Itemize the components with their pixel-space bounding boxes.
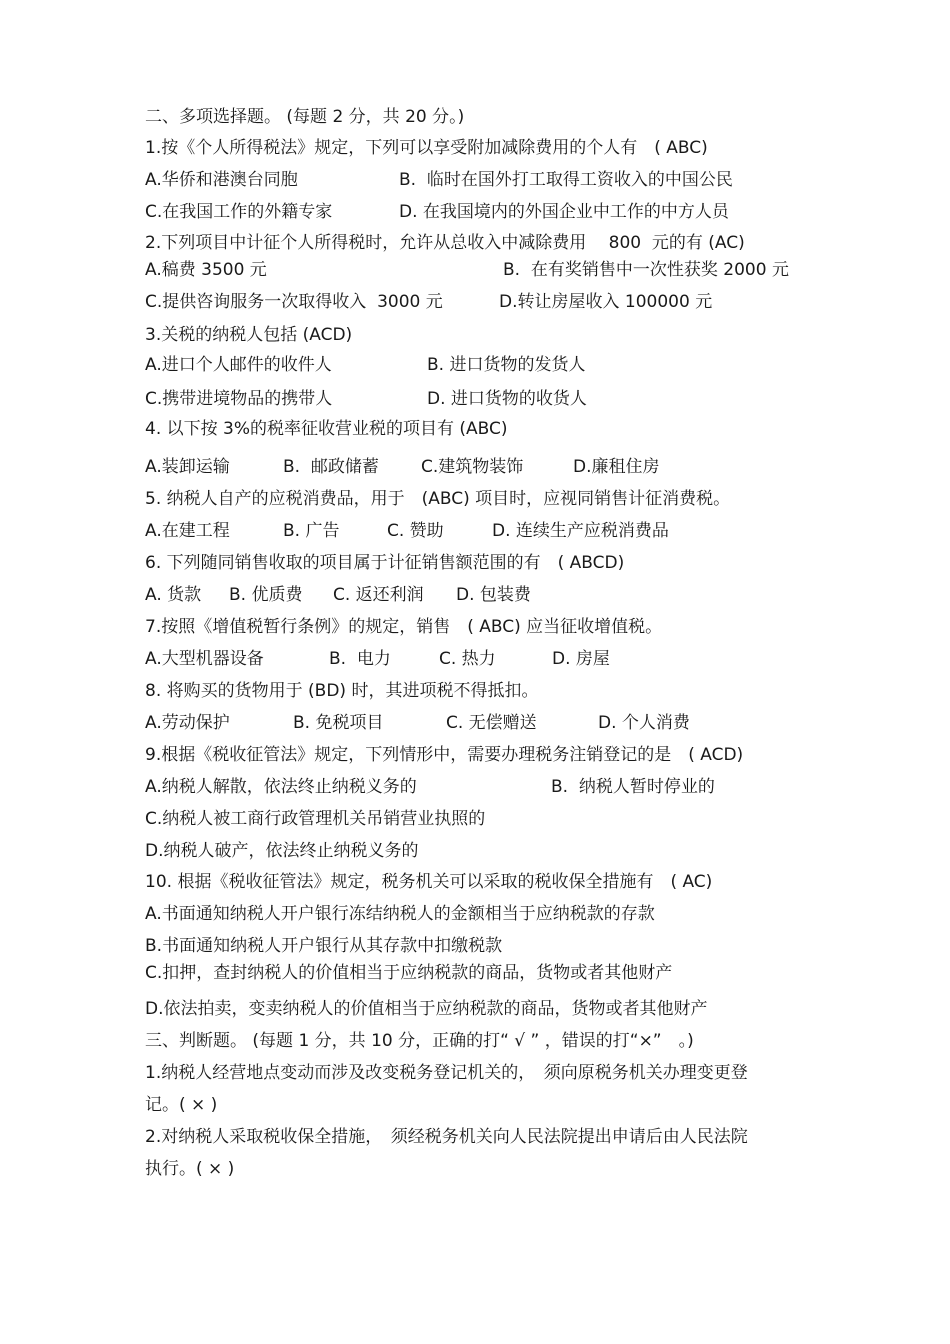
question-2-option-d: D.转让房屋收入 100000 元 (499, 292, 713, 312)
question-6-option-a: A. 货款 (145, 585, 202, 605)
question-2-option-a: A.稿费 3500 元 (145, 260, 267, 280)
section-heading-true-false: 三、判断题。 (每题 1 分，共 10 分，正确的打“ √ ” ，错误的打“×” 。) (145, 1031, 694, 1051)
question-7-option-a: A.大型机器设备 (145, 649, 264, 669)
question-2-stem: 2.下列项目中计征个人所得税时，允许从总收入中减除费用 800 元的有 (AC) (145, 233, 745, 253)
question-1-option-d: D. 在我国境内的外国企业中工作的中方人员 (399, 202, 729, 222)
question-5-option-d: D. 连续生产应税消费品 (492, 521, 669, 541)
question-6-option-c: C. 返还利润 (333, 585, 424, 605)
question-9-stem: 9.根据《税收征管法》规定，下列情形中，需要办理税务注销登记的是 ( ACD) (145, 745, 744, 765)
question-8-option-c: C. 无偿赠送 (446, 713, 537, 733)
question-8-option-d: D. 个人消费 (598, 713, 690, 733)
question-6-stem: 6. 下列随同销售收取的项目属于计征销售额范围的有 ( ABCD) (145, 553, 625, 573)
question-10-option-a: A.书面通知纳税人开户银行冻结纳税人的金额相当于应纳税款的存款 (145, 904, 655, 924)
question-7-option-b: B. 电力 (329, 649, 391, 669)
question-10-option-b: B.书面通知纳税人开户银行从其存款中扣缴税款 (145, 936, 503, 956)
question-10-option-d: D.依法拍卖，变卖纳税人的价值相当于应纳税款的商品，货物或者其他财产 (145, 999, 708, 1019)
question-4-option-c: C.建筑物装饰 (421, 457, 524, 477)
question-1-option-b: B. 临时在国外打工取得工资收入的中国公民 (399, 170, 733, 190)
question-10-stem: 10. 根据《税收征管法》规定，税务机关可以采取的税收保全措施有 ( AC) (145, 872, 713, 892)
judgment-1-line-2: 记。( × ) (145, 1095, 218, 1115)
question-7-stem: 7.按照《增值税暂行条例》的规定，销售 ( ABC) 应当征收增值税。 (145, 617, 663, 637)
question-8-option-b: B. 免税项目 (293, 713, 384, 733)
question-5-option-a: A.在建工程 (145, 521, 230, 541)
question-1-option-a: A.华侨和港澳台同胞 (145, 170, 298, 190)
section-heading-multiple-choice: 二、多项选择题。 (每题 2 分，共 20 分。) (145, 107, 465, 127)
question-5-stem: 5. 纳税人自产的应税消费品，用于 (ABC) 项目时，应视同销售计征消费税。 (145, 489, 731, 509)
question-8-option-a: A.劳动保护 (145, 713, 230, 733)
question-9-option-b: B. 纳税人暂时停业的 (551, 777, 715, 797)
question-7-option-c: C. 热力 (439, 649, 496, 669)
judgment-2-line-2: 执行。( × ) (145, 1159, 235, 1179)
question-1-stem: 1.按《个人所得税法》规定，下列可以享受附加减除费用的个人有 ( ABC) (145, 138, 708, 158)
question-9-option-c: C.纳税人被工商行政管理机关吊销营业执照的 (145, 809, 486, 829)
question-3-option-d: D. 进口货物的收货人 (427, 389, 587, 409)
judgment-1-line-1: 1.纳税人经营地点变动而涉及改变税务登记机关的， 须向原税务机关办理变更登 (145, 1063, 748, 1083)
question-9-option-d: D.纳税人破产，依法终止纳税义务的 (145, 841, 419, 861)
judgment-2-line-1: 2.对纳税人采取税收保全措施， 须经税务机关向人民法院提出申请后由人民法院 (145, 1127, 748, 1147)
question-3-option-b: B. 进口货物的发货人 (427, 355, 586, 375)
question-7-option-d: D. 房屋 (552, 649, 610, 669)
question-10-option-c: C.扣押，查封纳税人的价值相当于应纳税款的商品，货物或者其他财产 (145, 963, 673, 983)
question-3-stem: 3.关税的纳税人包括 (ACD) (145, 325, 353, 345)
question-4-option-b: B. 邮政储蓄 (283, 457, 379, 477)
question-8-stem: 8. 将购买的货物用于 (BD) 时，其进项税不得抵扣。 (145, 681, 539, 701)
question-9-option-a: A.纳税人解散，依法终止纳税义务的 (145, 777, 417, 797)
question-5-option-c: C. 赞助 (387, 521, 444, 541)
question-4-option-a: A.装卸运输 (145, 457, 230, 477)
question-4-option-d: D.廉租住房 (573, 457, 660, 477)
question-2-option-b: B. 在有奖销售中一次性获奖 2000 元 (503, 260, 789, 280)
question-6-option-d: D. 包装费 (456, 585, 531, 605)
question-1-option-c: C.在我国工作的外籍专家 (145, 202, 333, 222)
question-3-option-a: A.进口个人邮件的收件人 (145, 355, 332, 375)
question-5-option-b: B. 广告 (283, 521, 340, 541)
question-3-option-c: C.携带进境物品的携带人 (145, 389, 333, 409)
question-2-option-c: C.提供咨询服务一次取得收入 3000 元 (145, 292, 443, 312)
question-6-option-b: B. 优质费 (229, 585, 303, 605)
question-4-stem: 4. 以下按 3%的税率征收营业税的项目有 (ABC) (145, 419, 508, 439)
